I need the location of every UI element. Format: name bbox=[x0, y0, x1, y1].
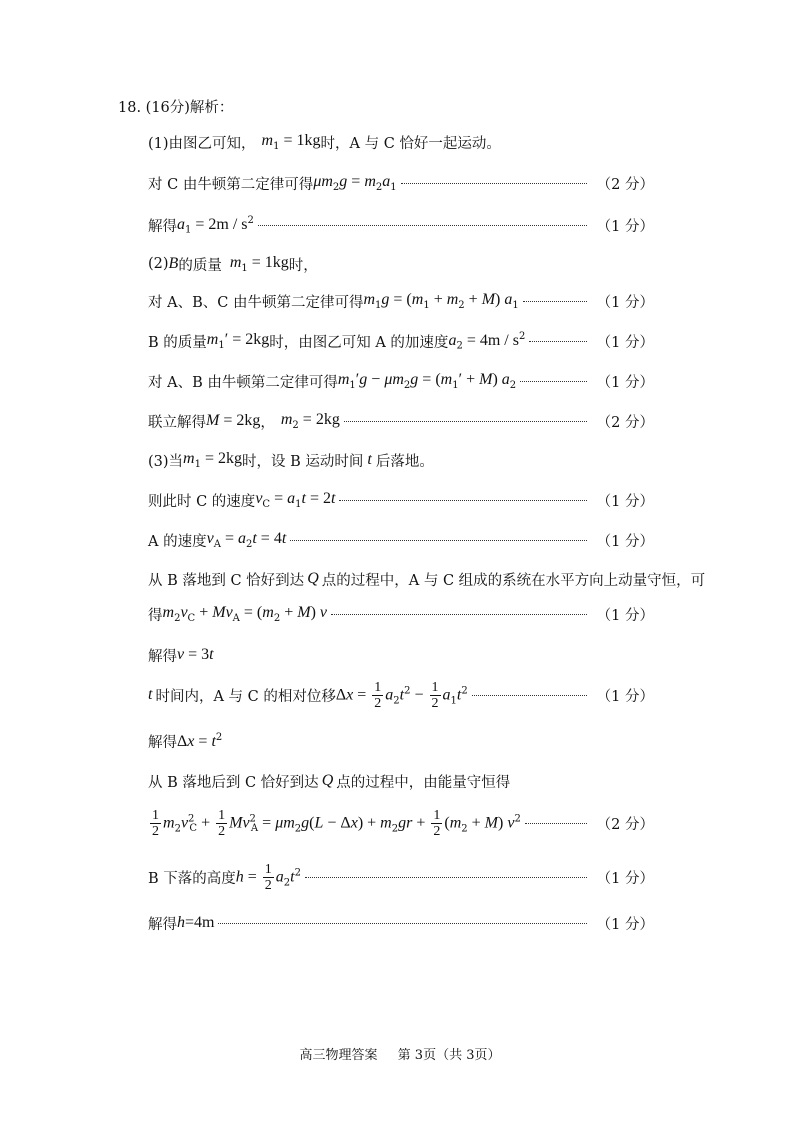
leader-dots bbox=[523, 301, 587, 302]
formula: $\frac{1}{2}$ $m_2v^2_C$ + $\frac{1}{2}$ $Mv^2_A = \mu m_2g(L - \Delta x) + m_2gr$ + $\frac{1}{2}$ $(m_2 + M)$ $v^2$ bbox=[152, 807, 521, 839]
page-footer bbox=[0, 1044, 800, 1063]
score-label: （1 分） bbox=[596, 334, 654, 351]
formula: $m_1g = (m_1 + m_2 + M)$ $a_1$ bbox=[363, 291, 519, 311]
answer-line bbox=[148, 808, 654, 838]
answer-line: B 的质量 $m_1' = 2kg$ 时，由图乙可知 A 的加速度 $a_2 = 4m / s^2$ （1 分） bbox=[148, 330, 654, 352]
formula: $\mu m_2g = m_2a_1$ bbox=[313, 173, 397, 193]
score-label: （2 分） bbox=[596, 816, 654, 833]
answer-line: 解得 $a_1 = 2m / s^2$ （1 分） bbox=[148, 214, 654, 236]
score-label: （1 分） bbox=[596, 493, 654, 510]
formula: v = 3t bbox=[177, 646, 214, 663]
formula: $\Delta x = t^2$ bbox=[177, 731, 223, 750]
answer-line: 联立解得 M = 2kg ， $m_2 = 2kg$ （2 分） bbox=[148, 411, 654, 431]
answer-line: B 下落的高度 h = $\frac{1}{2}$ $a_2t^2$ （1 分） bbox=[148, 861, 654, 893]
leader-dots bbox=[344, 421, 587, 422]
footer-subject: 高三物理答案 bbox=[299, 1048, 378, 1063]
formula: M = 2kg bbox=[206, 412, 261, 429]
leader-dots bbox=[525, 823, 587, 824]
answer-line: 对 A、B 由牛顿第二定律可得 $m_1'g - \mu m_2g = (m_1' + M)$ $a_2$ （1 分） bbox=[148, 371, 654, 391]
answer-line: 对 C 由牛顿第二定律可得 $\mu m_2g = m_2a_1$ （2 分） bbox=[148, 173, 654, 193]
leader-dots bbox=[331, 614, 587, 615]
formula: $m_1'g - \mu m_2g = (m_1' + M)$ $a_2$ bbox=[337, 371, 517, 391]
formula: $v_A = a_2t = 4t$ bbox=[206, 530, 287, 550]
score-label: （1 分） bbox=[596, 218, 654, 235]
formula: $m_2v_C + Mv_A = (m_2 + M)$ v bbox=[162, 604, 327, 624]
leader-dots bbox=[218, 923, 586, 924]
score-label: （1 分） bbox=[596, 916, 654, 933]
score-label: （1 分） bbox=[596, 870, 654, 887]
leader-dots bbox=[258, 225, 587, 226]
answer-line: (3)当 $m_1 = 2kg$ 时，设 B 运动时间 t 后落地。 bbox=[148, 450, 434, 470]
formula: $m_1' = 2kg$ bbox=[206, 331, 270, 351]
formula: $m_1 = 2kg$ bbox=[183, 450, 243, 470]
score-label: （2 分） bbox=[596, 176, 654, 193]
leader-dots bbox=[472, 695, 587, 696]
footer-page-number: 第 3页（共 3页） bbox=[397, 1048, 501, 1063]
formula: Δx = $\frac{1}{2}$ $a_2t^2$ − $\frac{1}{2}$ $a_1t^2$ bbox=[335, 679, 468, 711]
answer-line: A 的速度 $v_A = a_2t = 4t$ （1 分） bbox=[148, 530, 654, 550]
answer-line: 从 B 落地后到 C 恰好到达 Q 点的过程中，由能量守恒得 bbox=[148, 772, 511, 791]
score-label: （1 分） bbox=[596, 688, 654, 705]
formula: $m_1 = 1kg$ bbox=[261, 132, 321, 152]
question-title: 18. (16分)解析： bbox=[118, 99, 234, 116]
leader-dots bbox=[520, 381, 587, 382]
leader-dots bbox=[290, 540, 586, 541]
answer-line: 对 A、B、C 由牛顿第二定律可得 $m_1g = (m_1 + m_2 + M)$ $a_1$ （1 分） bbox=[148, 291, 654, 311]
leader-dots bbox=[529, 341, 586, 342]
score-label: （2 分） bbox=[596, 414, 654, 431]
formula: $m_1 = 1kg$ bbox=[229, 254, 289, 274]
formula: $m_2 = 2kg$ bbox=[280, 411, 340, 431]
answer-line: 解得 h =4m （1 分） bbox=[148, 914, 654, 933]
answer-line: 则此时 C 的速度 $v_C = a_1t = 2t$ （1 分） bbox=[148, 490, 654, 510]
answer-line: 得 $m_2v_C + Mv_A = (m_2 + M)$ v （1 分） bbox=[148, 604, 654, 624]
formula: $v_C = a_1t = 2t$ bbox=[255, 490, 336, 510]
formula: $a_1 = 2m / s^2$ bbox=[177, 214, 254, 236]
formula: $a_2 = 4m / s^2$ bbox=[448, 330, 526, 352]
score-label: （1 分） bbox=[596, 607, 654, 624]
leader-dots bbox=[339, 500, 586, 501]
leader-dots bbox=[401, 183, 587, 184]
formula: h = $\frac{1}{2}$ $a_2t^2$ bbox=[235, 861, 301, 893]
score-label: （1 分） bbox=[596, 374, 654, 391]
score-label: （1 分） bbox=[596, 533, 654, 550]
answer-line: 解得 v = 3t bbox=[148, 646, 214, 665]
answer-line: 解得 $\Delta x = t^2$ bbox=[148, 731, 223, 751]
answer-line: (1)由图乙可知， $m_1 = 1kg$ 时，A 与 C 恰好一起运动。 bbox=[148, 132, 501, 152]
answer-line: (2) B 的质量 $m_1 = 1kg$ 时， bbox=[148, 254, 318, 274]
answer-line: 从 B 落地到 C 恰好到达 Q 点的过程中，A 与 C 组成的系统在水平方向上动量守恒，可 bbox=[148, 570, 706, 589]
score-label: （1 分） bbox=[596, 294, 654, 311]
leader-dots bbox=[305, 877, 587, 878]
answer-line: t 时间内，A 与 C 的相对位移 Δx = $\frac{1}{2}$ $a_2t^2$ − $\frac{1}{2}$ $a_1t^2$ （1 分） bbox=[148, 679, 654, 711]
